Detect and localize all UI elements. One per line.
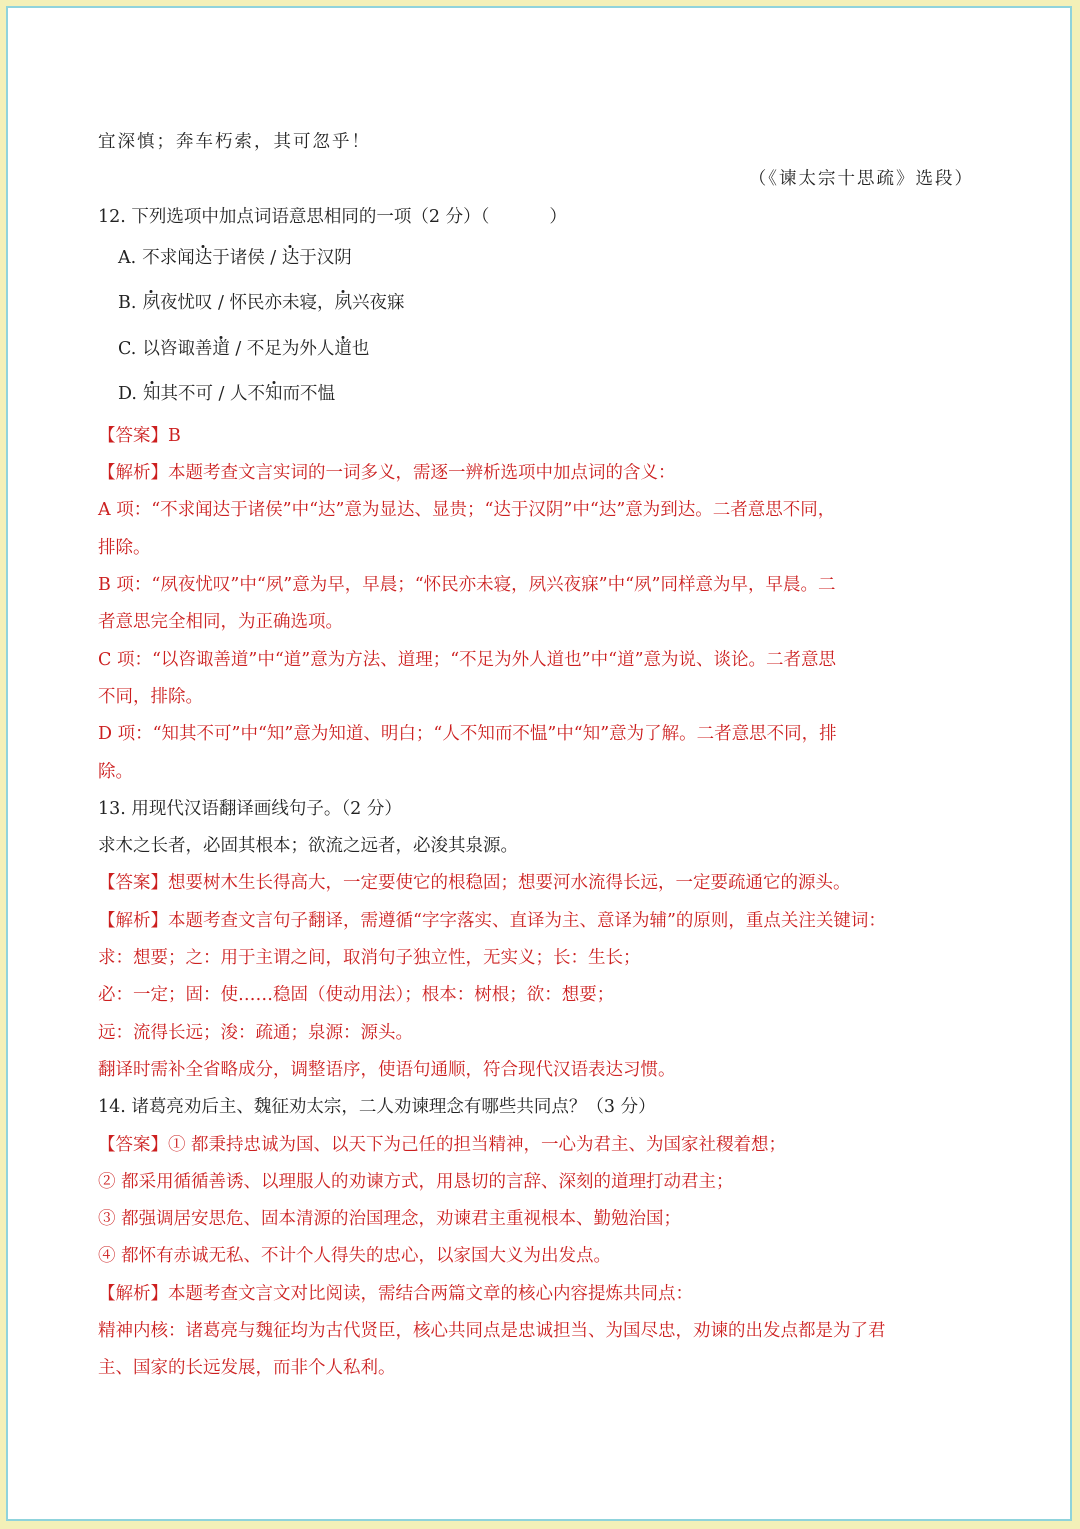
q13-sentence: 求木之长者，必固其根本；欲流之远者，必浚其泉源。 (98, 836, 518, 857)
q12-stem-close: ） (549, 206, 567, 227)
analysis-line: 【解析】本题考查文言文对比阅读，需结合两篇文章的核心内容提炼共同点： (98, 1283, 693, 1304)
dotted-word: 夙 (334, 281, 352, 327)
option-text: 其不可 (160, 384, 213, 405)
analysis-line: 必：一定；固：使……稳固（使动用法）；根本：树根；欲：想要； (98, 985, 615, 1006)
document-body (98, 124, 982, 1388)
q12-answer: 【答案】B (98, 425, 181, 446)
q12-stem (98, 199, 982, 236)
analysis-line: 者意思完全相同，为正确选项。 (98, 612, 343, 633)
option-label: A. (118, 247, 137, 268)
dotted-word: 道 (212, 327, 230, 373)
option-separator: / (229, 338, 247, 359)
option-text: 人不 (230, 384, 266, 405)
analysis-line: 【解析】本题考查文言实词的一词多义，需逐一辨析选项中加点词的含义： (98, 463, 676, 484)
dotted-word: 道 (334, 327, 352, 373)
analysis-line: C 项：“以咨诹善道”中“道”意为方法、道理；“不足为外人道也”中“道”意为说、谈论。二者意思 (98, 649, 837, 670)
analysis-line: 主、国家的长远发展，而非个人私利。 (98, 1358, 396, 1379)
q12-option (98, 236, 982, 282)
option-label: D. (118, 384, 137, 405)
option-label: C. (118, 338, 137, 359)
answer-line: ④ 都怀有赤诚无私、不计个人得失的忠心，以家国大义为出发点。 (98, 1246, 612, 1267)
analysis-line: 除。 (98, 761, 133, 782)
dotted-word: 达 (195, 236, 213, 282)
q12-analysis (98, 455, 982, 791)
q12-stem-text: 12. 下列选项中加点词语意思相同的一项（2 分）（ (98, 206, 490, 227)
option-text: 于诸侯 (212, 247, 265, 268)
passage-line: 宜深慎；奔车朽索，其可忽乎！ (98, 132, 371, 152)
analysis-line: 翻译时需补全省略成分，调整语序，使语句通顺，符合现代汉语表达习惯。 (98, 1059, 676, 1080)
analysis-line: 【解析】本题考查文言句子翻译，需遵循“字字落实、直译为主、意译为辅”的原则，重点关注关键词： (98, 910, 886, 931)
option-text: 于汉阴 (299, 247, 352, 268)
q13-stem: 13. 用现代汉语翻译画线句子。（2 分） (98, 798, 402, 819)
answer-line: 【答案】① 都秉持忠诚为国、以天下为己任的担当精神，一心为君主、为国家社稷着想； (98, 1134, 787, 1155)
analysis-line: 远：流得长远；浚：疏通；泉源：源头。 (98, 1022, 413, 1043)
option-text: 不求闻 (142, 247, 195, 268)
option-text: 不足为外人 (246, 338, 335, 359)
option-separator: / (212, 293, 230, 314)
option-label: B. (118, 293, 137, 314)
option-text: 兴夜寐 (351, 293, 405, 314)
q12-option (98, 327, 982, 373)
analysis-line: A 项：“不求闻达于诸侯”中“达”意为显达、显贵；“达于汉阴”中“达”意为到达。二者意思不同， (98, 500, 836, 521)
analysis-line: D 项：“知其不可”中“知”意为知道、明白；“人不知而不愠”中“知”意为了解。二者意思不同，排 (98, 724, 837, 745)
q13-analysis (98, 903, 982, 1089)
analysis-line: 精神内核：诸葛亮与魏征均为古代贤臣，核心共同点是忠诚担当、为国尽忠，劝谏的出发点都是为了君 (98, 1321, 886, 1342)
analysis-line: 排除。 (98, 537, 151, 558)
q14-analysis (98, 1276, 982, 1388)
option-separator: / (212, 384, 231, 405)
option-text: 而不愠 (282, 384, 336, 405)
option-text: 夜忧叹 (159, 293, 213, 314)
option-text: 怀民亦未寝， (229, 293, 335, 314)
q12-option (98, 372, 982, 418)
option-separator: / (264, 247, 282, 268)
option-text: 也 (351, 338, 370, 359)
analysis-line: 求：想要；之：用于主谓之间，取消句子独立性，无实义；长：生长； (98, 948, 641, 969)
dotted-word: 达 (282, 236, 300, 282)
q12-option (98, 281, 982, 327)
analysis-line: 不同，排除。 (98, 686, 203, 707)
dotted-word: 知 (143, 372, 161, 418)
q14-answer (98, 1127, 982, 1276)
q12-options (98, 236, 982, 418)
dotted-word: 夙 (142, 281, 160, 327)
q14-stem: 14. 诸葛亮劝后主、魏征劝太宗，二人劝谏理念有哪些共同点？（3 分） (98, 1097, 656, 1118)
dotted-word: 知 (265, 372, 283, 418)
answer-line: ② 都采用循循善诱、以理服人的劝谏方式，用恳切的言辞、深刻的道理打动君主； (98, 1171, 734, 1192)
option-text: 以咨诹善 (142, 338, 213, 359)
answer-line: ③ 都强调居安思危、固本清源的治国理念，劝谏君主重视根本、勤勉治国； (98, 1209, 682, 1230)
q13-answer: 【答案】想要树木生长得高大，一定要使它的根稳固；想要河水流得长远，一定要疏通它的源头。 (98, 873, 851, 894)
passage-source: （《谏太宗十思疏》选段） (748, 169, 974, 190)
analysis-line: B 项：“夙夜忧叹”中“夙”意为早，早晨；“怀民亦未寝，夙兴夜寐”中“夙”同样意为早，早晨。二 (98, 575, 836, 596)
